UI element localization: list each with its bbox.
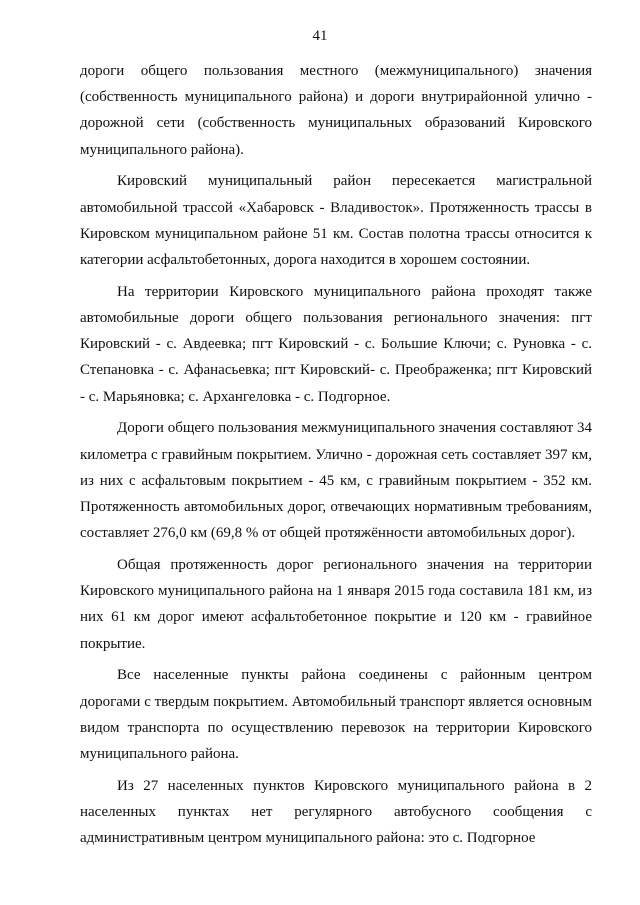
page-number: 41 (312, 28, 328, 44)
paragraph-regional-length: Общая протяженность дорог регионального значения на территории Кировского муниципального района на 1 января 2015 года составила 181 км, из них 61 км дорог имеют асфальтобетонное покрытие и 120 км - гравийное покрытие. (80, 557, 592, 652)
paragraph-regional-roads: На территории Кировского муниципального района проходят также автомобильные дороги общего пользования регионального значения: пгт Кировский - с. Авдеевка; пгт Кировский - с. Большие Ключи; с. Руновка - с. Степановка - с. Афанасьевка; пгт Кировский- с. Преображенка; пгт Кировский - с. Марьяновка; с. Архангеловка - с. Подгорное. (80, 283, 592, 405)
document-body (80, 58, 592, 857)
paragraph-highway: Кировский муниципальный район пересекается магистральной автомобильной трассой «Хабаровск - Владивосток». Протяженность трассы в Кировском муниципальном районе 51 км. Состав полотна трассы относится к категории асфальтобетонных, дорога находится в хорошем состоянии. (80, 173, 592, 269)
paragraph-continuation: дороги общего пользования местного (межмуниципального) значения (собственность муниципального района) и дороги внутрирайонной улично - дорожной сети (собственность муниципальных образований Кировского муниципального района). (80, 63, 592, 158)
paragraph-intermunicipal-roads: Дороги общего пользования межмуниципального значения составляют 34 километра с гравийным покрытием. Улично - дорожная сеть составляет 397 км, из них с асфальтовым покрытием - 45 км, с гравийным покрытием - 352 км. Протяженность автомобильных дорог, отвечающих нормативным требованиям, составляет 276,0 км (69,8 % от общей протяжённости автомобильных дорог). (80, 420, 592, 542)
paragraph-settlements: Все населенные пункты района соединены с районным центром дорогами с твердым покрытием. Автомобильный транспорт является основным видом транспорта по осуществлению перевозок на территории Кировского муниципального района. (80, 667, 593, 763)
paragraph-bus-service: Из 27 населенных пунктов Кировского муниципального района в 2 населенных пунктах нет регулярного автобусного сообщения с административным центром муниципального района: это с. Подгорное (80, 777, 592, 847)
